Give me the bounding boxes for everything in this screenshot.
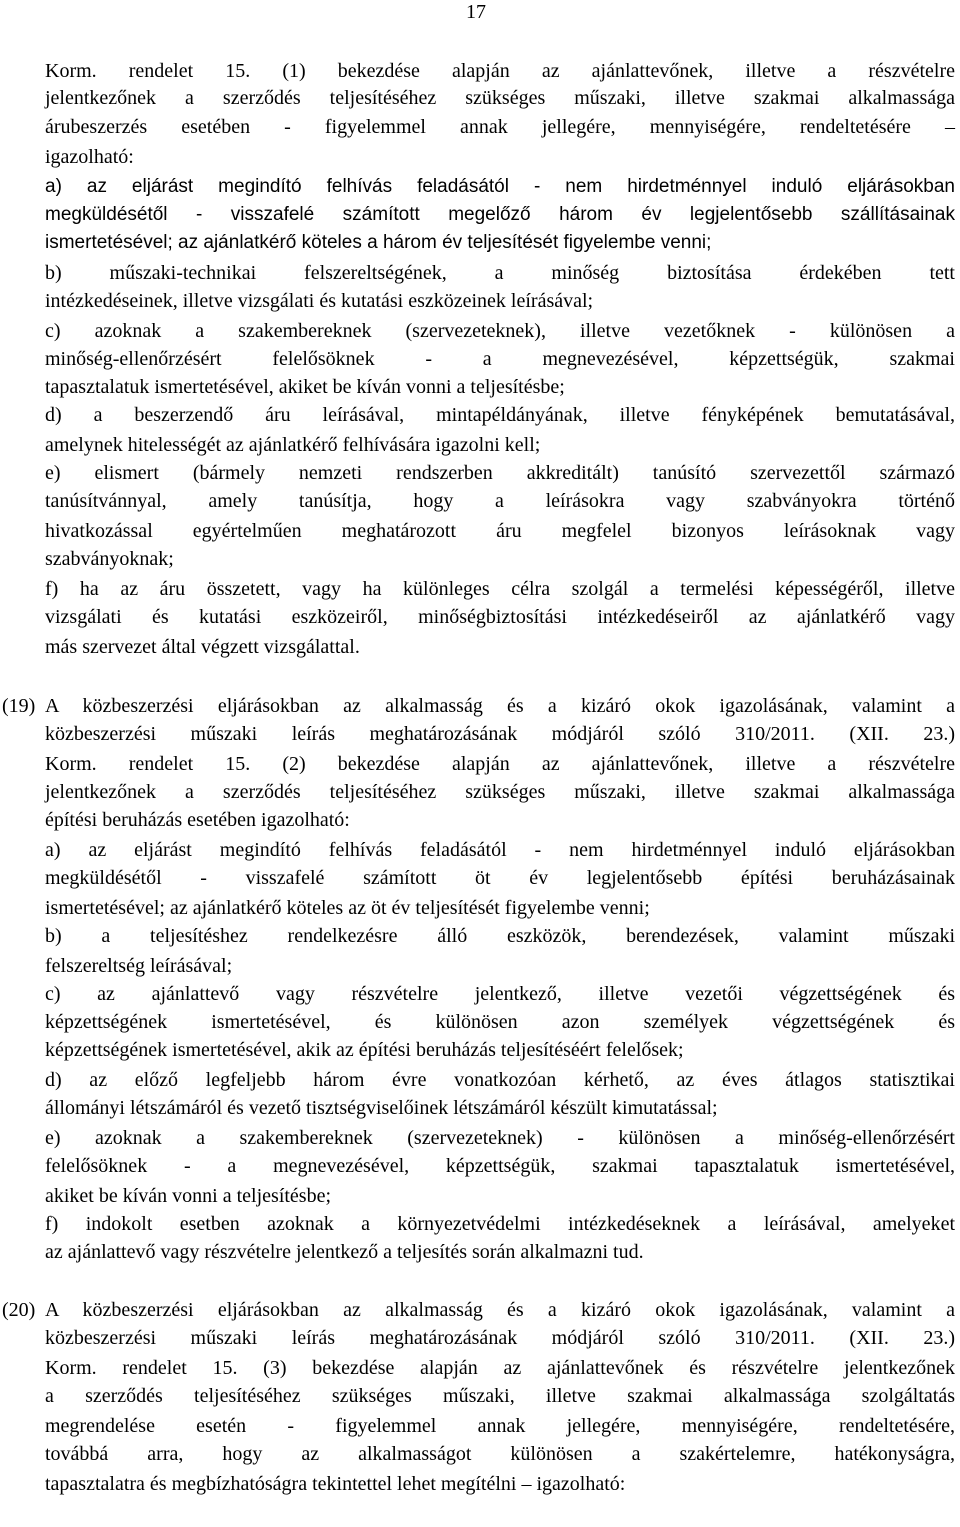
text-line: továbbá arra, hogy az alkalmasságot különösen a szakértelemre, hatékonyságra, [45,1443,955,1465]
text-line: építési beruházás esetében igazolható: [45,809,350,831]
text-line: képzettségének ismertetésével, akik az építési beruházás teljesítéséért felelősek; [45,1039,684,1061]
text-line: e) elismert (bármely nemzeti rendszerben akkreditált) tanúsító szervezettől származó [45,462,955,484]
text-line: akiket be kíván vonni a teljesítésbe; [45,1185,332,1207]
text-line: felelősöknek - a megnevezésével, képzettségük, szakmai tapasztalatuk ismertetésével, [45,1155,955,1177]
text-line: Korm. rendelet 15. (3) bekezdése alapján az ajánlattevőnek és részvételre jelentkezőnek [45,1357,955,1379]
text-line: intézkedéseinek, illetve vizsgálati és kutatási eszközeinek leírásával; [45,290,594,312]
text-line: b) műszaki-technikai felszereltségének, a minőség biztosítása érdekében tett [45,262,955,284]
text-line: tanúsítvánnyal, amely tanúsítja, hogy a leírásokra vagy szabványokra történő [45,490,955,512]
text-line: a) az eljárást megindító felhívás feladásától - nem hirdetménnyel induló eljárásokban [45,176,955,197]
text-line: tapasztalatra és megbízhatóságra tekintettel lehet megítélni – igazolható: [45,1473,626,1495]
text-line: Korm. rendelet 15. (2) bekezdése alapján az ajánlattevőnek, illetve a részvételre [45,753,955,775]
text-line: az ajánlattevő vagy részvételre jelentkező a teljesítés során alkalmazni tud. [45,1241,644,1263]
text-line: megküldésétől - visszafelé számított öt év legjelentősebb építési beruházásainak [45,867,955,889]
text-line: e) azoknak a szakembereknek (szervezeteknek) - különösen a minőség-ellenőrzésért [45,1127,955,1149]
text-line: vizsgálati és kutatási eszközeiről, minőségbiztosítási intézkedéseiről az ajánlatkérő vagy [45,606,955,628]
text-line: d) az előző legfeljebb három évre vonatkozóan kérhető, az éves átlagos statisztikai [45,1069,955,1091]
text-line: minőség-ellenőrzésért felelősöknek - a megnevezésével, képzettségük, szakmai [45,348,955,370]
text-line: szabványoknak; [45,548,174,570]
text-line: hivatkozással egyértelműen meghatározott áru megfelel bizonyos leírásoknak vagy [45,520,955,542]
text-line: c) azoknak a szakembereknek (szervezeteknek), illetve vezetőknek - különösen a [45,320,955,342]
text-line: ismertetésével; az ajánlatkérő köteles a három év teljesítését figyelembe venni; [45,232,712,253]
text-line: tapasztalatuk ismertetésével, akiket be kíván vonni a teljesítésbe; [45,376,565,398]
text-line: felszereltség leírásával; [45,955,233,977]
text-line: f) indokolt esetben azoknak a környezetvédelmi intézkedéseknek a leírásával, amelyeket [45,1213,955,1235]
paragraph-number: (19) [2,695,36,717]
text-line: amelynek hitelességét az ajánlatkérő felhívására igazolni kell; [45,434,541,456]
text-line: A közbeszerzési eljárásokban az alkalmasság és a kizáró okok igazolásának, valamint a [45,695,955,717]
text-line: igazolható: [45,146,134,168]
text-line: ismertetésével; az ajánlatkérő köteles az öt év teljesítését figyelembe venni; [45,897,650,919]
text-line: képzettségének ismertetésével, és különösen azon személyek végzettségének és [45,1011,955,1033]
text-line: állományi létszámáról és vezető tisztségviselőinek létszámáról készült kimutatással; [45,1097,718,1119]
text-line: b) a teljesítéshez rendelkezésre álló eszközök, berendezések, valamint műszaki [45,925,955,947]
text-line: megküldésétől - visszafelé számított megelőző három év legjelentősebb szállításainak [45,204,955,225]
text-line: a szerződés teljesítéséhez szükséges műszaki, illetve szakmai alkalmassága szolgáltatás [45,1385,955,1407]
text-line: közbeszerzési műszaki leírás meghatározásának módjáról szóló 310/2011. (XII. 23.) [45,723,955,745]
text-line: a) az eljárást megindító felhívás feladásától - nem hirdetménnyel induló eljárásokban [45,839,955,861]
text-line: c) az ajánlattevő vagy részvételre jelentkező, illetve vezetői végzettségének és [45,983,955,1005]
text-line: jelentkezőnek a szerződés teljesítéséhez szükséges műszaki, illetve szakmai alkalmassága [45,87,955,109]
text-line: megrendelése esetén - figyelemmel annak jellegére, mennyiségére, rendeltetésére, [45,1415,955,1437]
text-line: A közbeszerzési eljárásokban az alkalmasság és a kizáró okok igazolásának, valamint a [45,1299,955,1321]
text-line: f) ha az áru összetett, vagy ha különleges célra szolgál a termelési képességéről, illetve [45,578,955,600]
text-line: közbeszerzési műszaki leírás meghatározásának módjáról szóló 310/2011. (XII. 23.) [45,1327,955,1349]
page-number: 17 [466,1,486,23]
text-line: jelentkezőnek a szerződés teljesítéséhez szükséges műszaki, illetve szakmai alkalmassága [45,781,955,803]
text-line: d) a beszerzendő áru leírásával, mintapéldányának, illetve fényképének bemutatásával, [45,404,955,426]
text-line: Korm. rendelet 15. (1) bekezdése alapján az ajánlattevőnek, illetve a részvételre [45,60,955,82]
paragraph-number: (20) [2,1299,36,1321]
text-line: más szervezet által végzett vizsgálattal. [45,636,360,658]
text-line: árubeszerzés esetében - figyelemmel annak jellegére, mennyiségére, rendeltetésére – [45,116,955,138]
